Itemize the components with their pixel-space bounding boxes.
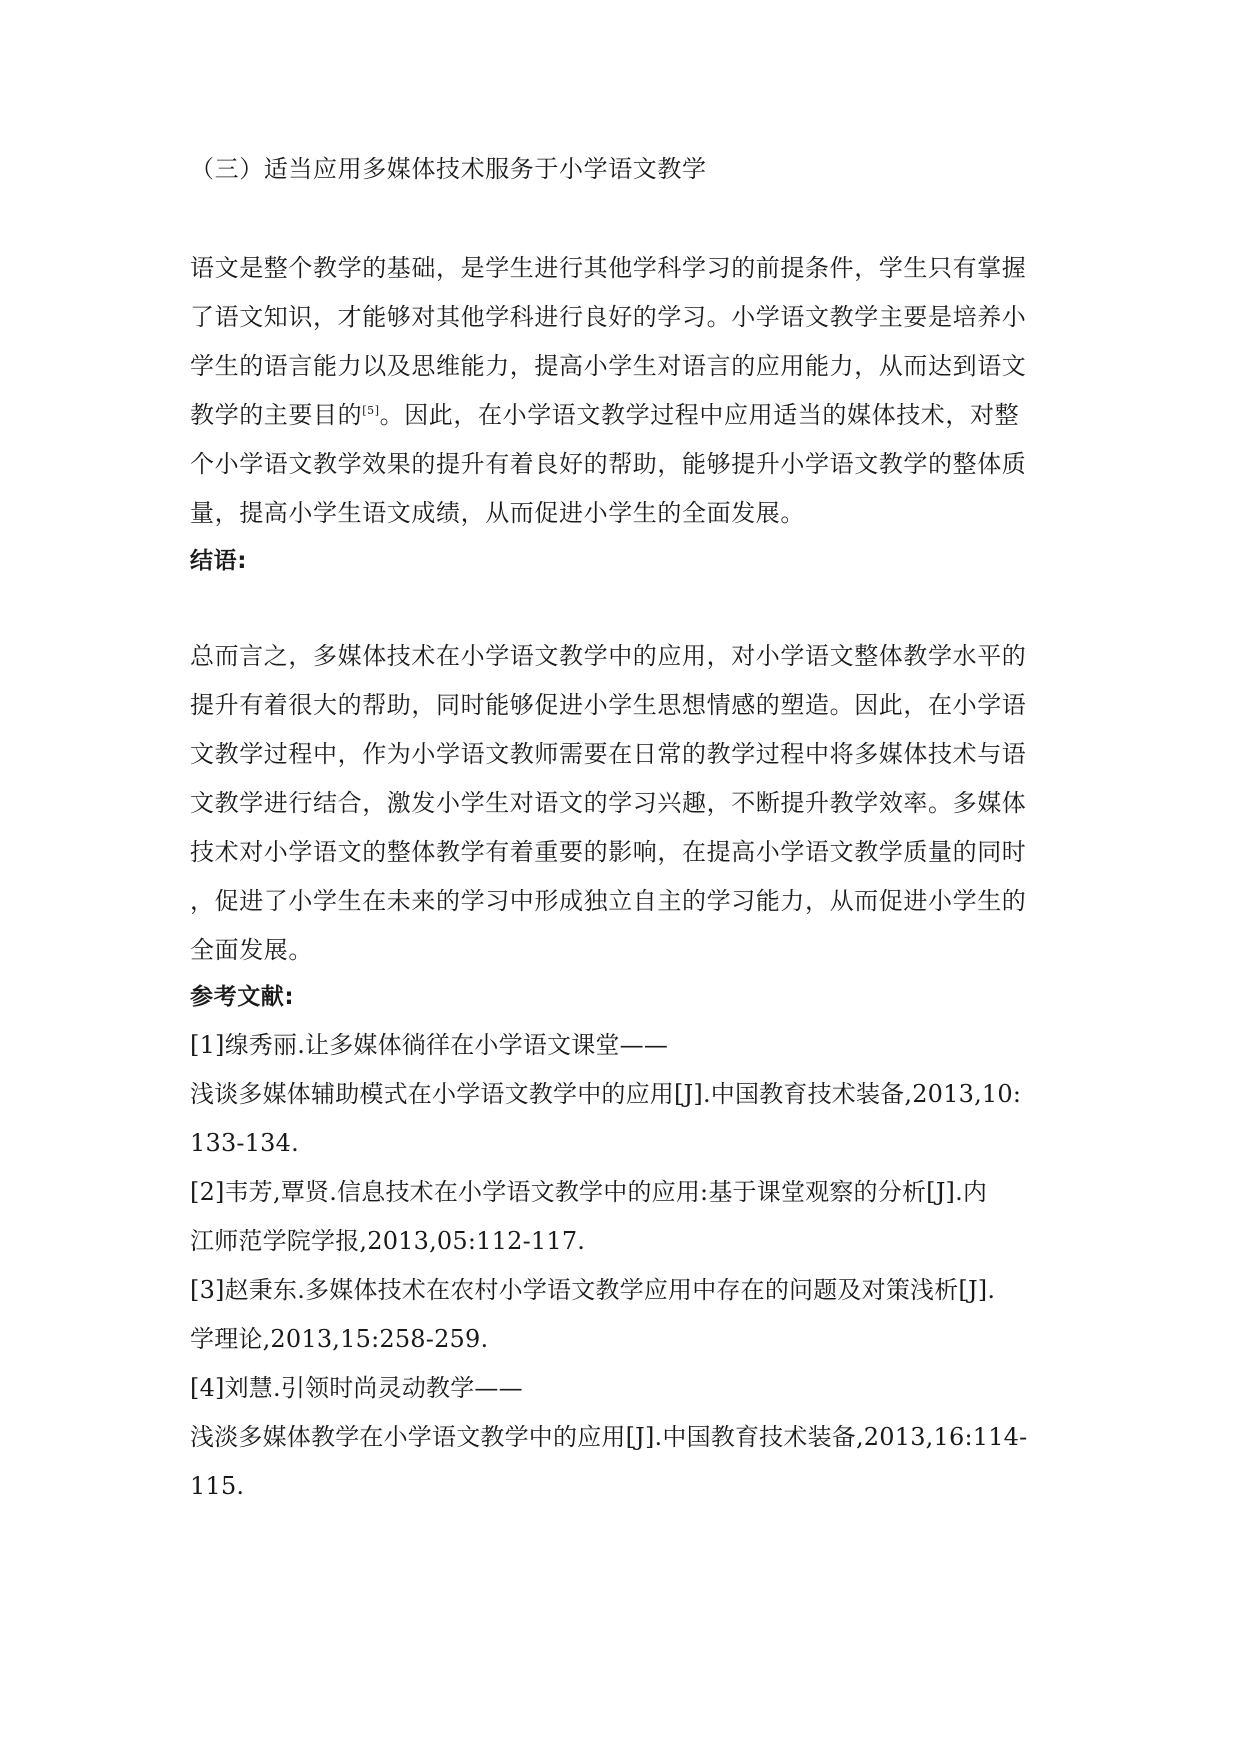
reference-line: 江师范学院学报,2013,05:112-117. [190,1227,586,1255]
paragraph-line: ，促进了小学生在未来的学习中形成独立自主的学习能力，从而促进小学生的 [190,887,1027,915]
paragraph-line: 技术对小学语文的整体教学有着重要的影响，在提高小学语文教学质量的同时 [190,838,1027,866]
paragraph-line: 语文是整个教学的基础，是学生进行其他学科学习的前提条件，学生只有掌握 [190,254,1027,282]
section-heading: （三）适当应用多媒体技术服务于小学语文教学 [190,155,707,183]
reference-line: [2]韦芳,覃贤.信息技术在小学语文教学中的应用:基于课堂观察的分析[J].内 [190,1178,988,1206]
paragraph-line: 总而言之，多媒体技术在小学语文教学中的应用，对小学语文整体教学水平的 [190,642,1027,670]
paragraph-text: 教学的主要目的 [190,401,363,429]
reference-line: 学理论,2013,15:258-259. [190,1325,489,1353]
paragraph-line: 全面发展。 [190,936,313,964]
reference-line: [3]赵秉东.多媒体技术在农村小学语文教学应用中存在的问题及对策浅析[J]. [190,1276,996,1304]
paragraph-line: 量，提高小学生语文成绩，从而促进小学生的全面发展。 [190,499,805,527]
paragraph-line: 个小学语文教学效果的提升有着良好的帮助，能够提升小学语文教学的整体质 [190,450,1027,478]
reference-line: 115. [190,1472,245,1500]
reference-line: 133-134. [190,1129,299,1157]
paragraph-line: 文教学过程中，作为小学语文教师需要在日常的教学过程中将多媒体技术与语 [190,740,1027,768]
conclusion-heading: 结语: [190,548,247,574]
paragraph-line: 文教学进行结合，激发小学生对语文的学习兴趣，不断提升教学效率。多媒体 [190,789,1027,817]
reference-line: [4]刘慧.引领时尚灵动教学—— [190,1374,523,1402]
paragraph-line: 了语文知识，才能够对其他学科进行良好的学习。小学语文教学主要是培养小 [190,303,1027,331]
reference-line: 浅淡多媒体教学在小学语文教学中的应用[J].中国教育技术装备,2013,16:114- [190,1423,1028,1451]
reference-line: [1]缐秀丽.让多媒体徜徉在小学语文课堂—— [190,1031,669,1059]
paragraph-line: 学生的语言能力以及思维能力，提高小学生对语言的应用能力，从而达到语文 [190,352,1027,380]
citation-superscript: [5] [362,404,380,417]
paragraph-line [190,400,1019,430]
references-heading: 参考文献: [190,984,295,1010]
reference-line: 浅谈多媒体辅助模式在小学语文教学中的应用[J].中国教育技术装备,2013,10: [190,1080,1022,1108]
paragraph-line: 提升有着很大的帮助，同时能够促进小学生思想情感的塑造。因此，在小学语 [190,691,1027,719]
paragraph-text: 。因此，在小学语文教学过程中应用适当的媒体技术，对整 [379,401,1020,429]
